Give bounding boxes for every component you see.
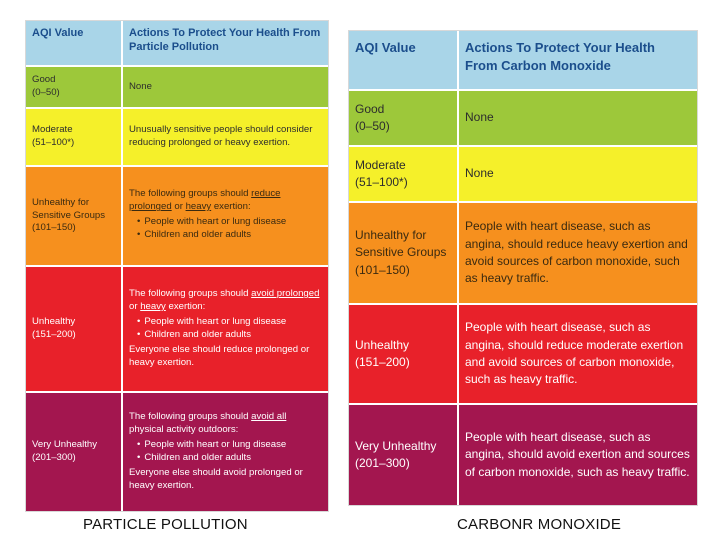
intro-text: The following groups should (129, 411, 252, 423)
action-unhealthy (459, 305, 697, 403)
action-text: Unusually sensitive people should consider reducing prolonged or heavy exertion. (129, 124, 313, 148)
intro-text: exertion: (211, 201, 251, 213)
action-intro (129, 188, 322, 214)
list-item: • People with heart or lung disease (137, 439, 322, 452)
aqi-value-header: AQI Value (349, 31, 457, 89)
action-outro: Everyone else should reduce prolonged or heavy exertion. (129, 343, 310, 368)
action-intro (129, 411, 322, 437)
level-range: (201–300) (32, 452, 76, 463)
level-range: (101–150) (355, 262, 410, 277)
aqi-level-unhealthy (26, 267, 121, 391)
action-unhealthy (123, 267, 328, 391)
level-range: (101–150) (32, 222, 76, 234)
list-item: • People with heart or lung disease (137, 216, 322, 229)
level-range: (0–50) (355, 119, 390, 133)
aqi-level-good (349, 91, 457, 145)
carbon-monoxide-caption: CARBONR MONOXIDE (457, 516, 622, 533)
carbon-monoxide-table (348, 30, 698, 506)
intro-emphasis: avoid all (251, 411, 287, 423)
actions-header: Actions To Protect Your Health From Carbon Monoxide (459, 31, 697, 89)
intro-text: The following groups should (129, 288, 252, 300)
intro-text: or (129, 301, 141, 313)
action-text: None (129, 80, 152, 92)
level-name: Moderate (355, 157, 406, 172)
action-very-unhealthy (459, 405, 697, 505)
intro-emphasis: heavy (185, 201, 212, 213)
list-item: • People with heart or lung disease (137, 316, 322, 329)
aqi-level-very-unhealthy (349, 405, 457, 505)
action-good (459, 91, 697, 145)
list-item: • Children and older adults (137, 329, 322, 342)
intro-emphasis: heavy (140, 301, 166, 313)
intro-text: exertion: (165, 301, 206, 313)
level-range: (201–300) (355, 456, 410, 470)
group-list (137, 316, 322, 342)
action-unhealthy-sensitive (459, 203, 697, 303)
level-name: Good (355, 101, 385, 116)
intro-emphasis: avoid prolonged (251, 288, 320, 300)
aqi-value-header: AQI Value (26, 21, 121, 65)
action-good (123, 67, 328, 107)
action-intro (129, 288, 322, 314)
level-range: (151–200) (32, 329, 76, 340)
aqi-level-unhealthy (349, 305, 457, 403)
action-unhealthy-sensitive (123, 167, 328, 265)
intro-text: or (171, 201, 186, 213)
aqi-level-moderate (26, 109, 121, 165)
intro-text: physical activity outdoors: (129, 424, 239, 436)
action-outro: Everyone else should avoid prolonged or heavy exertion. (129, 466, 303, 491)
level-range: (51–100*) (32, 137, 75, 148)
group-list (137, 439, 322, 465)
aqi-level-unhealthy-sensitive (349, 203, 457, 303)
particle-pollution-caption: PARTICLE POLLUTION (83, 516, 248, 533)
action-text: None (465, 110, 494, 125)
aqi-level-unhealthy-sensitive (26, 167, 121, 265)
group-list (137, 216, 322, 242)
level-range: (51–100*) (355, 175, 408, 189)
level-name: Moderate (32, 124, 73, 136)
aqi-level-good (26, 67, 121, 107)
level-name: Unhealthy for Sensitive Groups (355, 227, 447, 260)
action-text: People with heart disease, such as angina, should avoid exertion and sources of carbon monoxide, such as heavy traffic. (465, 429, 690, 479)
level-range: (0–50) (32, 87, 60, 98)
intro-text: The following groups should (129, 188, 252, 200)
list-item: • Children and older adults (137, 452, 322, 465)
actions-header: Actions To Protect Your Health From Particle Pollution (123, 21, 328, 65)
level-name: Unhealthy (355, 337, 410, 352)
intro-emphasis: reduce prolonged (129, 188, 281, 213)
level-name: Unhealthy for Sensitive Groups (32, 196, 106, 221)
list-item: • Children and older adults (137, 229, 322, 242)
action-very-unhealthy (123, 393, 328, 511)
action-moderate (123, 109, 328, 165)
particle-pollution-table (25, 20, 329, 512)
level-name: Very Unhealthy (355, 438, 437, 453)
aqi-level-very-unhealthy (26, 393, 121, 511)
action-text: People with heart disease, such as angina, should reduce heavy exertion and avoid sources of carbon monoxide, such as heavy traffic. (465, 219, 688, 286)
level-name: Unhealthy (32, 316, 76, 328)
level-range: (151–200) (355, 355, 410, 369)
level-name: Very Unhealthy (32, 439, 98, 451)
action-text: People with heart disease, such as angina, should reduce moderate exertion and avoid sources of carbon monoxide, such as heavy traffic. (465, 320, 684, 387)
action-moderate (459, 147, 697, 201)
level-name: Good (32, 74, 56, 86)
action-text: None (465, 166, 494, 181)
aqi-level-moderate (349, 147, 457, 201)
